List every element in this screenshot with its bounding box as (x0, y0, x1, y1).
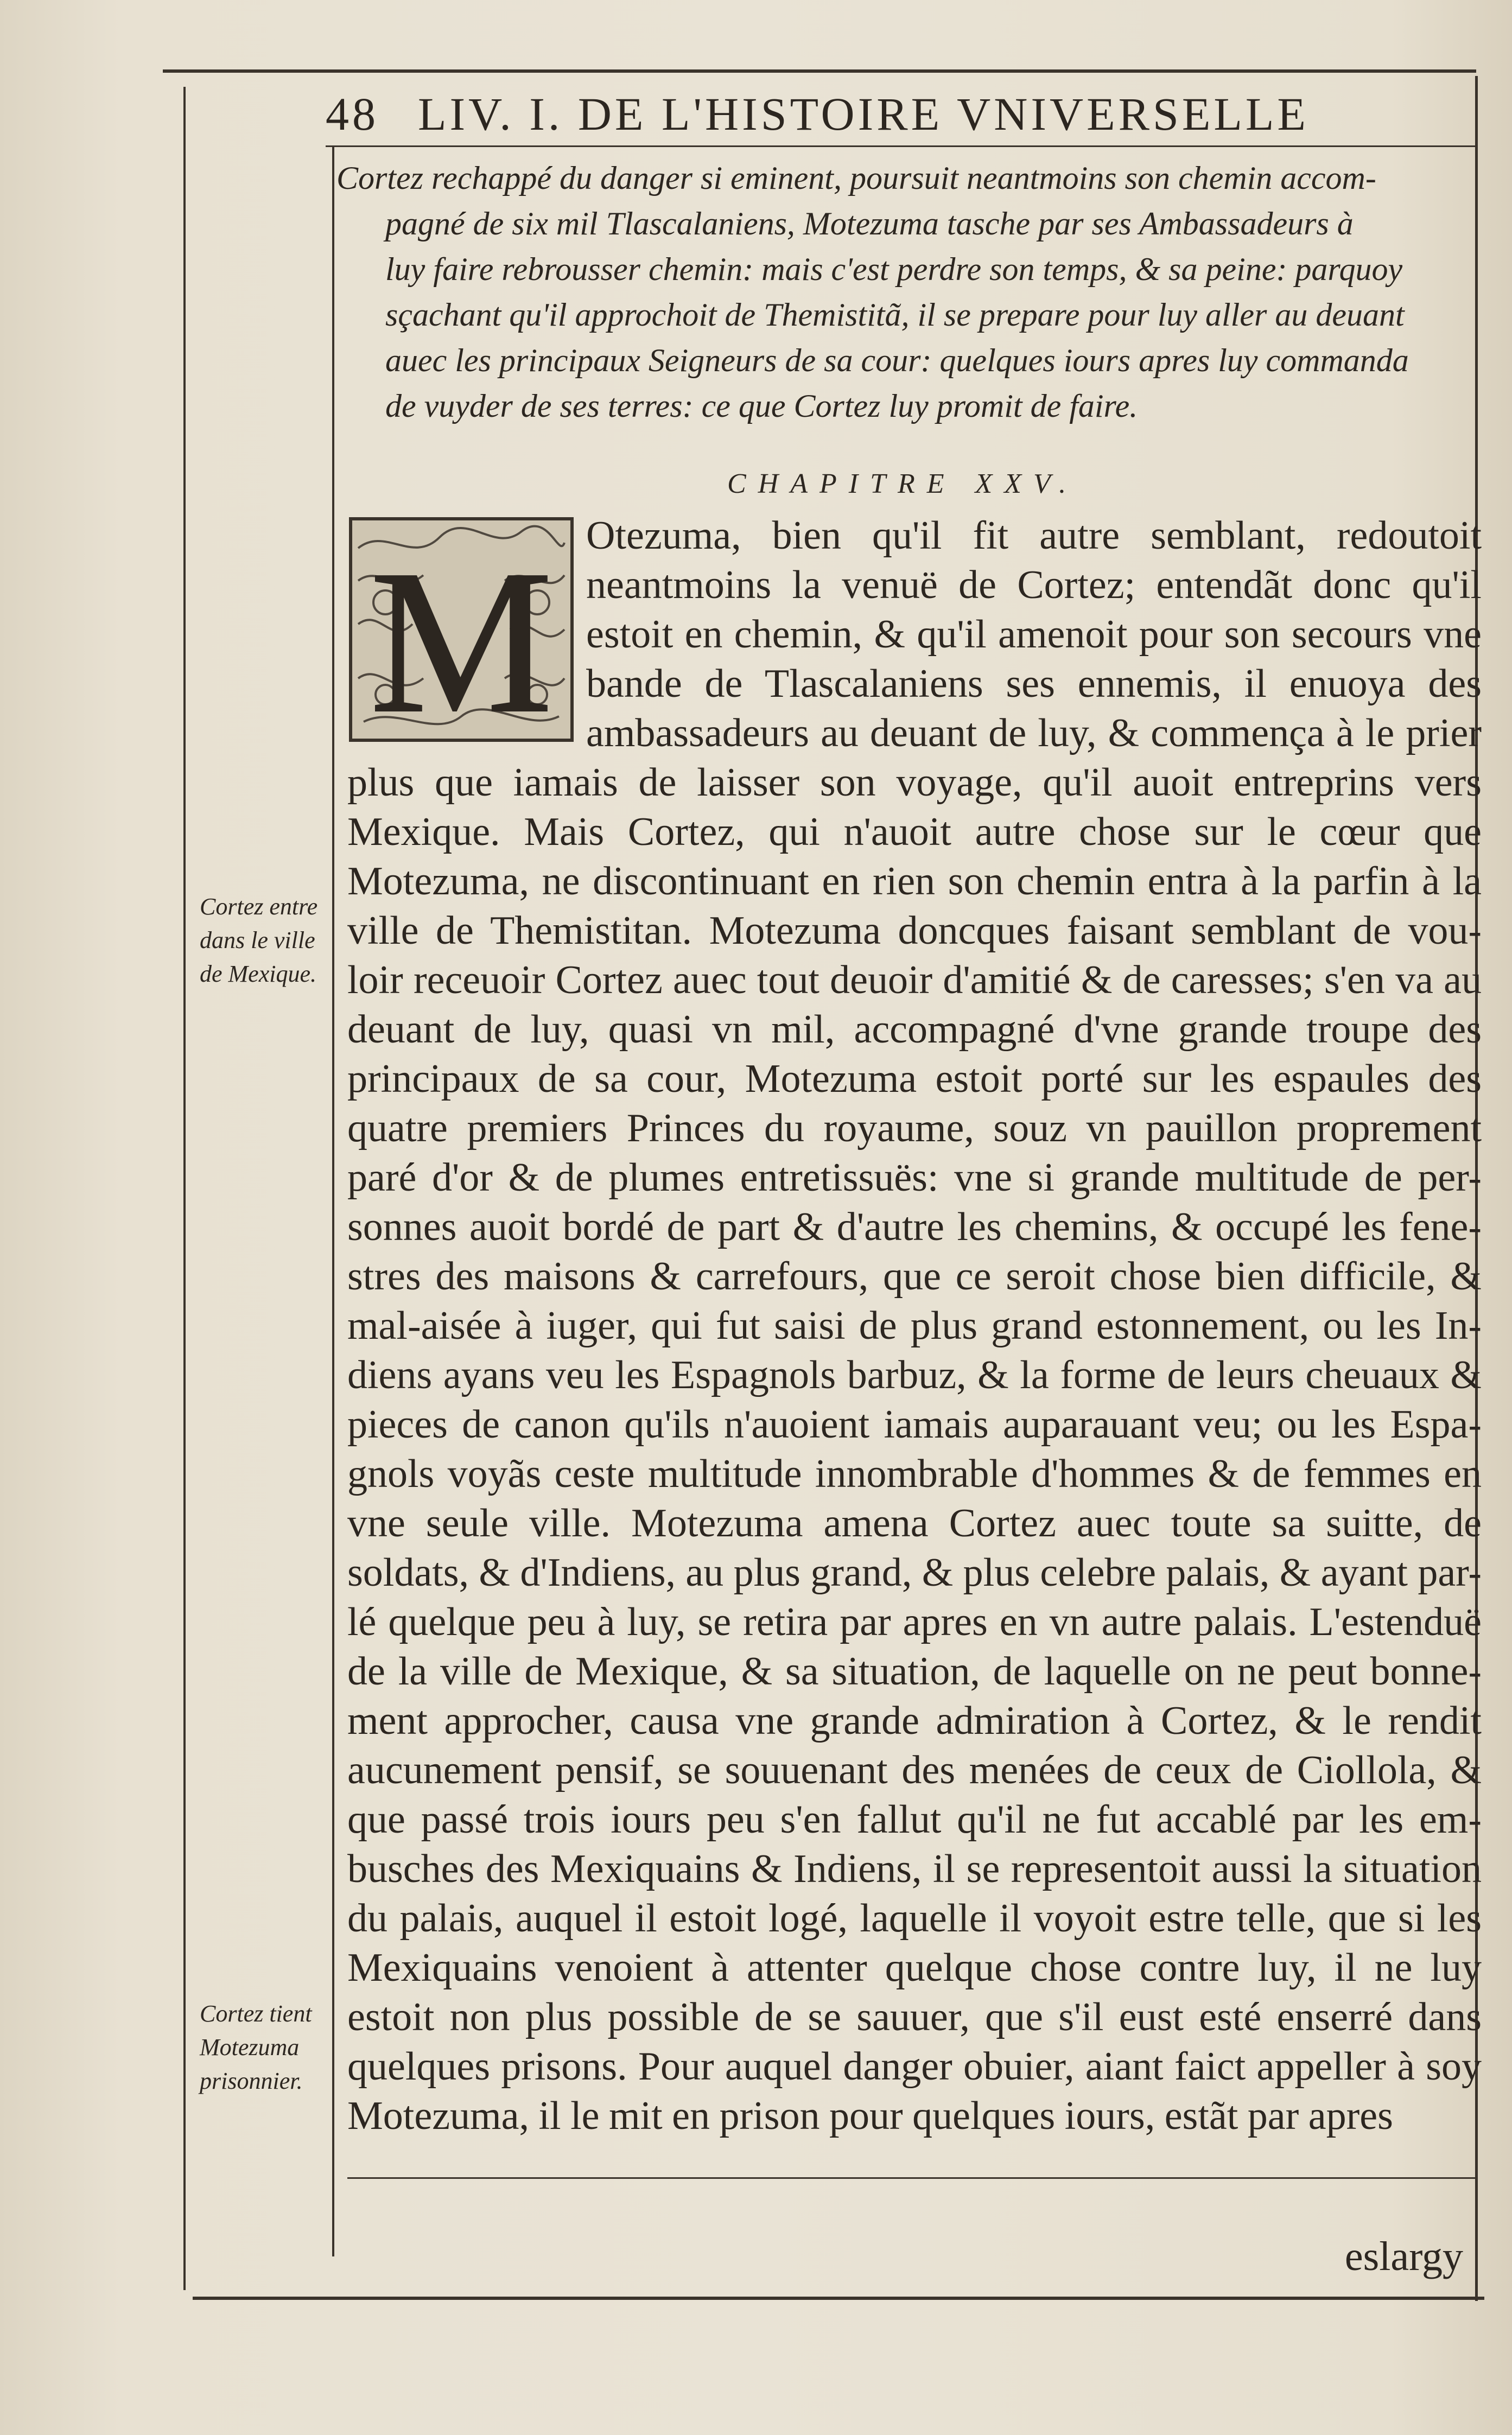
page-number: 48 (326, 88, 379, 140)
margin-note-cortez-entre: Cortez entre dans le ville de Mexique. (200, 893, 318, 987)
body-line: au deuant de luy, quasi vn mil, accompagné d'vne grande troupe des (347, 958, 1482, 1052)
body-line: vne bande de Tlascalaniens ses ennemis, il enuoya (586, 612, 1482, 706)
summary-line: Cortez rechappé du danger si eminent, poursuit neantmoins son chemin accom- (336, 160, 1376, 196)
initial-space (347, 511, 586, 754)
body-line: ville de Themistitan. Motezuma doncques faisant semblant de vou- (347, 908, 1482, 953)
body-line: soldats, & d'Indiens, au plus grand, & plus celebre palais, & ayant par- (347, 1550, 1482, 1595)
chapter-summary (336, 155, 1479, 429)
body-line: quatre premiers Princes du royaume, souz vn pauillon proprement (347, 1106, 1482, 1150)
margin-note-cortez-tient: Cortez tient Motezuma prisonnier. (200, 2000, 312, 2094)
body-line: soy Motezuma, il le mit en prison pour quelques iours, estãt par apres (347, 2044, 1482, 2138)
body-line: Otezuma, bien qu'il fit autre semblant, redoutoit (586, 513, 1482, 558)
summary-line: sçachant qu'il approchoit de Themistitã, il se prepare pour luy aller au deuant (385, 297, 1405, 333)
body-line: aucunement pensif, se souuenant des menées de ceux de Ciollola, (347, 1748, 1437, 1792)
page-header (326, 81, 1476, 147)
body-line: mal-aisée à iuger, qui fut saisi de plus grand estonnement, ou les In- (347, 1304, 1482, 1348)
initial-letter: M (370, 527, 553, 743)
body-line: busches des Mexiquains & Indiens, il se representoit aussi la situation (347, 1847, 1482, 1891)
top-frame-rule (163, 69, 1476, 73)
summary-line: de vuyder de ses terres: ce que Cortez luy promit de faire. (385, 388, 1138, 424)
body-line: quelques prisons. Pour auquel danger obuier, aiant faict appeller à (347, 2044, 1415, 2089)
outer-left-rule (183, 87, 186, 2290)
summary-line: luy faire rebrousser chemin: mais c'est perdre son temps, & sa peine: parquoy (385, 251, 1403, 287)
text-bottom-rule (347, 2177, 1476, 2179)
body-line: stres des maisons & carrefours, que ce seroit chose bien difficile, & (347, 1254, 1482, 1299)
body-line: & que passé trois iours peu s'en fallut qu'il ne fut accablé par les em- (347, 1748, 1482, 1842)
summary-line: pagné de six mil Tlascalaniens, Motezuma tasche par ses Ambassadeurs à (385, 206, 1354, 241)
body-line: loir receuoir Cortez auec tout deuoir d'amitié & de caresses; s'en va (347, 958, 1433, 1002)
body-line: en vne seule ville. Motezuma amena Cortez auec toute sa suitte, de (347, 1452, 1482, 1546)
body-line: estoit en chemin, & qu'il amenoit pour son secours (586, 612, 1412, 657)
left-column-rule (332, 145, 334, 2256)
body-line: sonnes auoit bordé de part & d'autre les chemins, & occupé les fene- (347, 1205, 1482, 1249)
body-line: lé quelque peu à luy, se retira par apres en vn autre palais. L'estenduë (347, 1600, 1482, 1644)
body-line: gnols voyãs ceste multitude innombrable d'hommes & de femmes (347, 1452, 1431, 1496)
body-line: Motezuma, ne discontinuant en rien son chemin entra à la parfin à la (347, 859, 1482, 904)
body-line: neantmoins la venuë de Cortez; entendãt donc qu'il (586, 563, 1482, 607)
chapter-heading: CHAPITRE XXV. (727, 468, 1078, 499)
body-line: diens ayans veu les Espagnols barbuz, & la forme de leurs cheuaux & (347, 1353, 1482, 1397)
body-line: de la ville de Mexique, & sa situation, de laquelle on ne peut bonne- (347, 1649, 1482, 1694)
catchword: eslargy (1344, 2234, 1463, 2279)
body-line: des ambassadeurs au deuant de luy, & commença à (586, 662, 1482, 755)
body-line: pieces de canon qu'ils n'auoient iamais auparauant veu; ou les Espa- (347, 1402, 1482, 1447)
body-line: ment approcher, causa vne grande admiration à Cortez, & le rendit (347, 1699, 1482, 1743)
body-line: principaux de sa cour, Motezuma estoit porté sur les espaules des (347, 1057, 1482, 1101)
body-line: paré d'or & de plumes entretissuës: vne si grande multitude de per- (347, 1155, 1482, 1200)
body-line: le prier plus que iamais de laisser son voyage, qu'il auoit entreprins (347, 711, 1482, 805)
summary-line: auec les principaux Seigneurs de sa cour: quelques iours apres luy commanda (385, 342, 1409, 378)
body-line: estoit non plus possible de se sauuer, que s'il eust esté enserré dans (347, 1995, 1482, 2039)
chapter-body (347, 511, 1482, 2141)
body-line: vers Mexique. Mais Cortez, qui n'auoit autre chose sur le cœur que (347, 760, 1482, 854)
body-line: du palais, auquel il estoit logé, laquelle il voyoit estre telle, que si les (347, 1896, 1482, 1941)
body-line: Mexiquains venoient à attenter quelque chose contre luy, il ne luy (347, 1946, 1482, 1990)
running-title: LIV. I. DE L'HISTOIRE VNIVERSELLE (418, 88, 1309, 140)
bottom-frame-rule (193, 2297, 1484, 2300)
